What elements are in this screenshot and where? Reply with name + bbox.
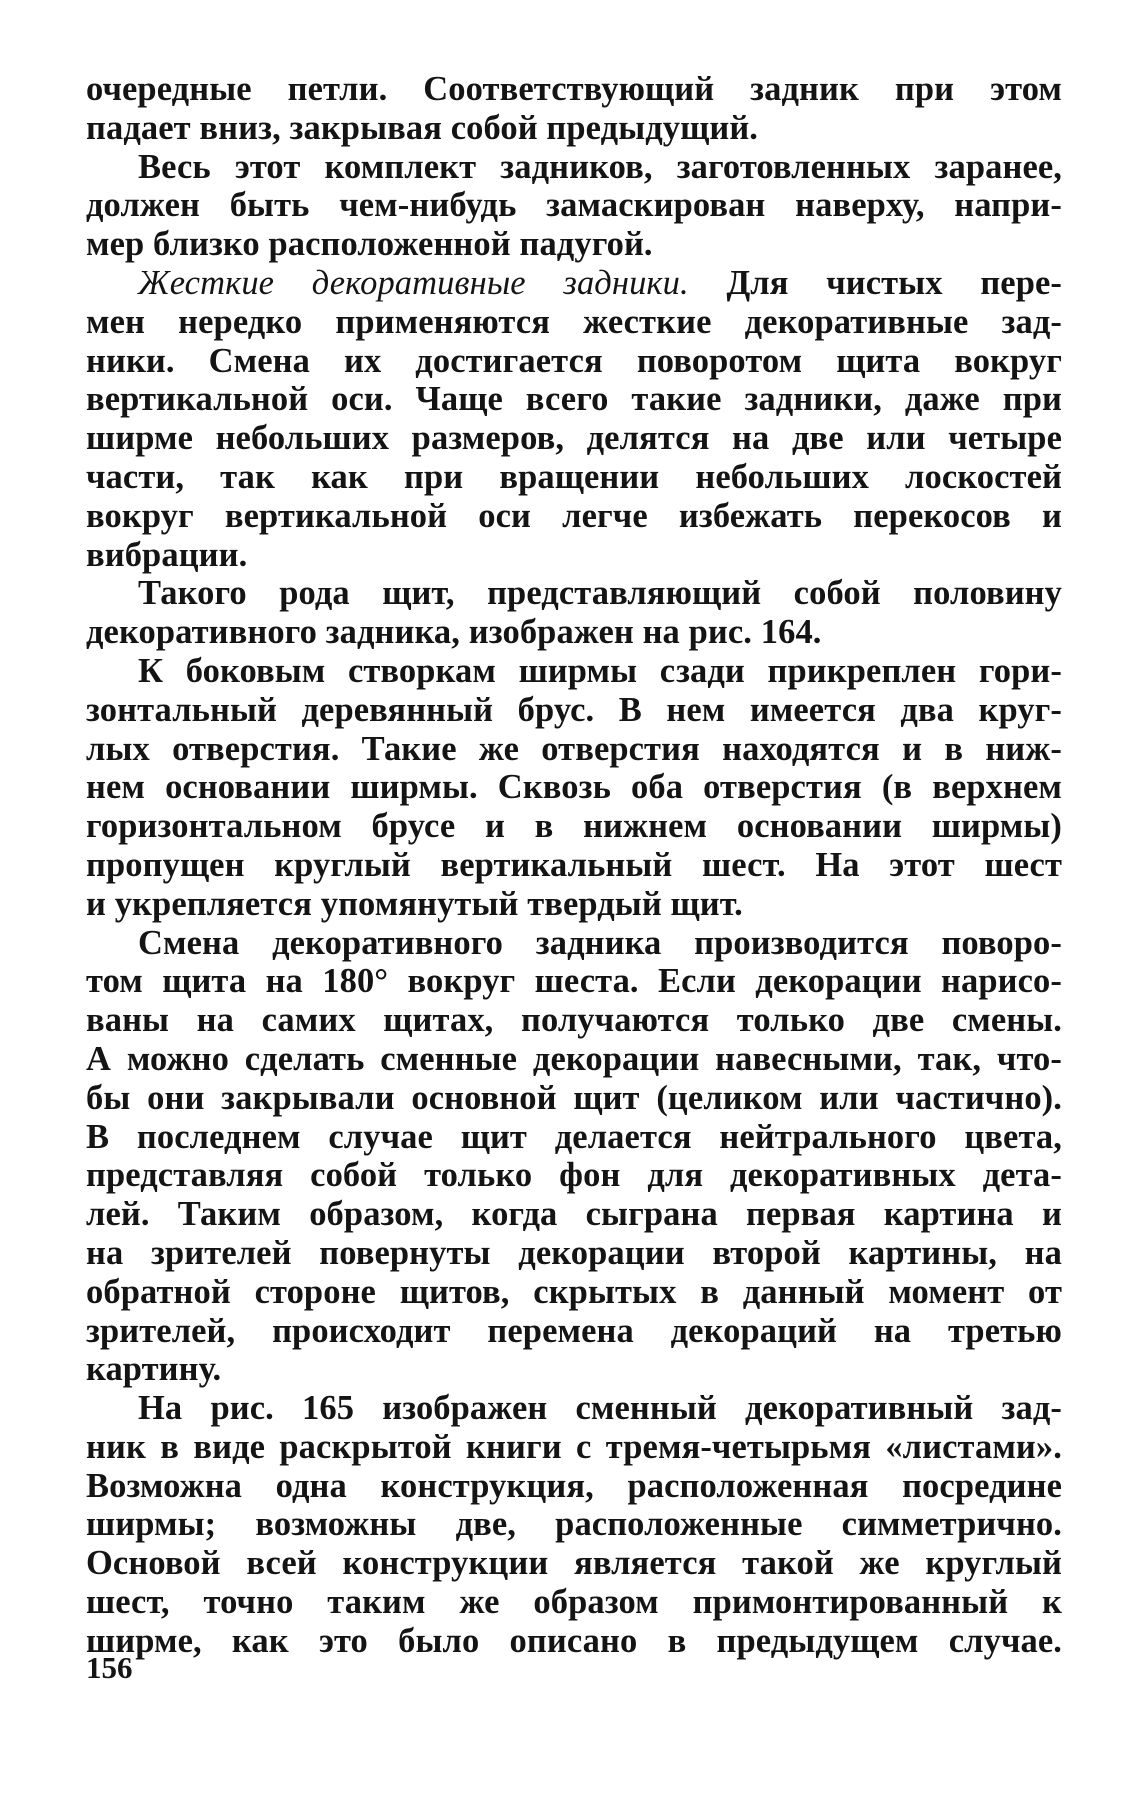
line-text: К боковым створкам ширмы сзади прикреплен гори-: [138, 651, 1062, 690]
text-line: [86, 536, 1062, 575]
italic-heading: Жесткие декоративные задники.: [138, 263, 689, 302]
line-text: Для чистых пере-: [688, 263, 1062, 302]
text-line: [86, 109, 1062, 148]
text-line: [86, 225, 1062, 264]
line-text: Весь этот комплект задников, заготовленных заранее,: [138, 147, 1062, 186]
line-text: бы они закрывали основной щит (целиком или частично).: [86, 1078, 1062, 1117]
line-text: зонтальный деревянный брус. В нем имеется два круг-: [86, 690, 1062, 729]
line-text: на зрителей повернуты декорации второй картины, на: [86, 1233, 1062, 1272]
line-text: В последнем случае щит делается нейтрального цвета,: [86, 1117, 1062, 1156]
line-text: мен нередко применяются жесткие декоративные зад-: [86, 302, 1062, 341]
line-text: вокруг вертикальной оси легче избежать перекосов и: [86, 496, 1062, 535]
line-text: лых отверстия. Такие же отверстия находятся и в ниж-: [86, 729, 1062, 768]
text-line: [86, 1312, 1062, 1351]
text-line: [86, 1389, 1062, 1428]
text-line: [86, 1195, 1062, 1234]
line-text: Смена декоративного задника производится поворо-: [138, 923, 1062, 962]
text-line: [86, 342, 1062, 381]
page-body: [86, 70, 1062, 1750]
text-line: [86, 1001, 1062, 1040]
text-line: [86, 70, 1062, 109]
text-line: [86, 574, 1062, 613]
text-line: [86, 186, 1062, 225]
line-text: представляя собой только фон для декоративных дета-: [86, 1156, 1062, 1195]
text-line: [86, 1040, 1062, 1079]
line-text: Возможна одна конструкция, расположенная посредине: [86, 1466, 1062, 1505]
line-text: ширме, как это было описано в предыдущем случае.: [86, 1621, 1062, 1660]
text-line: [86, 419, 1062, 458]
text-line: [86, 1544, 1062, 1583]
text-line: [86, 1118, 1062, 1157]
text-line: [86, 613, 1062, 652]
text-line: [86, 1273, 1062, 1312]
line-text: ник в виде раскрытой книги с тремя-четырьмя «листами».: [86, 1427, 1062, 1466]
line-text: должен быть чем-нибудь замаскирован наверху, напри-: [86, 186, 1062, 225]
text-line: [86, 846, 1062, 885]
text-line: [86, 1467, 1062, 1506]
text-line: [86, 1583, 1062, 1622]
line-text: очередные петли. Соответствующий задник при этом: [86, 70, 1062, 108]
line-text: лей. Таким образом, когда сыграна первая картина и: [86, 1195, 1062, 1234]
line-text: обратной стороне щитов, скрытых в данный момент от: [86, 1272, 1062, 1311]
text-line: [86, 1622, 1062, 1661]
page-number: 156: [86, 1650, 133, 1685]
line-text: падает вниз, закрывая собой предыдущий.: [86, 108, 759, 147]
text-line: [86, 1350, 1062, 1389]
line-text: На рис. 165 изображен сменный декоративный зад-: [138, 1389, 1062, 1428]
line-text: ваны на самих щитах, получаются только две смены.: [86, 1001, 1062, 1040]
line-text: ширмы; возможны две, расположенные симметрично.: [86, 1505, 1062, 1544]
text-line: [86, 1505, 1062, 1544]
line-text: и укрепляется упомянутый твердый щит.: [86, 884, 743, 923]
text-line: [86, 807, 1062, 846]
text-line: [86, 264, 1062, 303]
text-line: [86, 924, 1062, 963]
line-text: вертикальной оси. Чаще всего такие задники, даже при: [86, 380, 1062, 419]
text-line: [86, 148, 1062, 187]
text-line: [86, 1234, 1062, 1273]
text-line: [86, 730, 1062, 769]
text-line: [86, 497, 1062, 536]
text-line: [86, 652, 1062, 691]
line-text: горизонтальном брусе и в нижнем основании ширмы): [86, 807, 1062, 846]
line-text: картину.: [86, 1350, 222, 1389]
text-block: [86, 70, 1062, 1661]
line-text: ширме небольших размеров, делятся на две или четыре: [86, 419, 1062, 458]
text-line: [86, 885, 1062, 924]
line-text: пропущен круглый вертикальный шест. На этот шест: [86, 845, 1062, 884]
text-line: [86, 768, 1062, 807]
line-text: А можно сделать сменные декорации навесными, так, что-: [86, 1039, 1062, 1078]
line-text: Основой всей конструкции является такой же круглый: [86, 1544, 1062, 1583]
line-text: декоративного задника, изображен на рис. 164.: [86, 613, 822, 652]
text-line: [86, 380, 1062, 419]
line-text: нем основании ширмы. Сквозь оба отверстия (в верхнем: [86, 768, 1062, 807]
text-line: [86, 691, 1062, 730]
text-line: [86, 458, 1062, 497]
line-text: шест, точно таким же образом примонтированный к: [86, 1583, 1062, 1622]
text-line: [86, 303, 1062, 342]
line-text: том щита на 180° вокруг шеста. Если декорации нарисо-: [86, 962, 1062, 1001]
text-line: [86, 962, 1062, 1001]
text-line: [86, 1156, 1062, 1195]
line-text: Такого рода щит, представляющий собой половину: [138, 574, 1062, 613]
line-text: зрителей, происходит перемена декораций на третью: [86, 1311, 1062, 1350]
line-text: ники. Смена их достигается поворотом щита вокруг: [86, 341, 1062, 380]
line-text: мер близко расположенной падугой.: [86, 225, 653, 264]
text-line: [86, 1079, 1062, 1118]
text-line: [86, 1428, 1062, 1467]
line-text: части, так как при вращении небольших лоскостей: [86, 457, 1062, 496]
line-text: вибрации.: [86, 535, 248, 574]
